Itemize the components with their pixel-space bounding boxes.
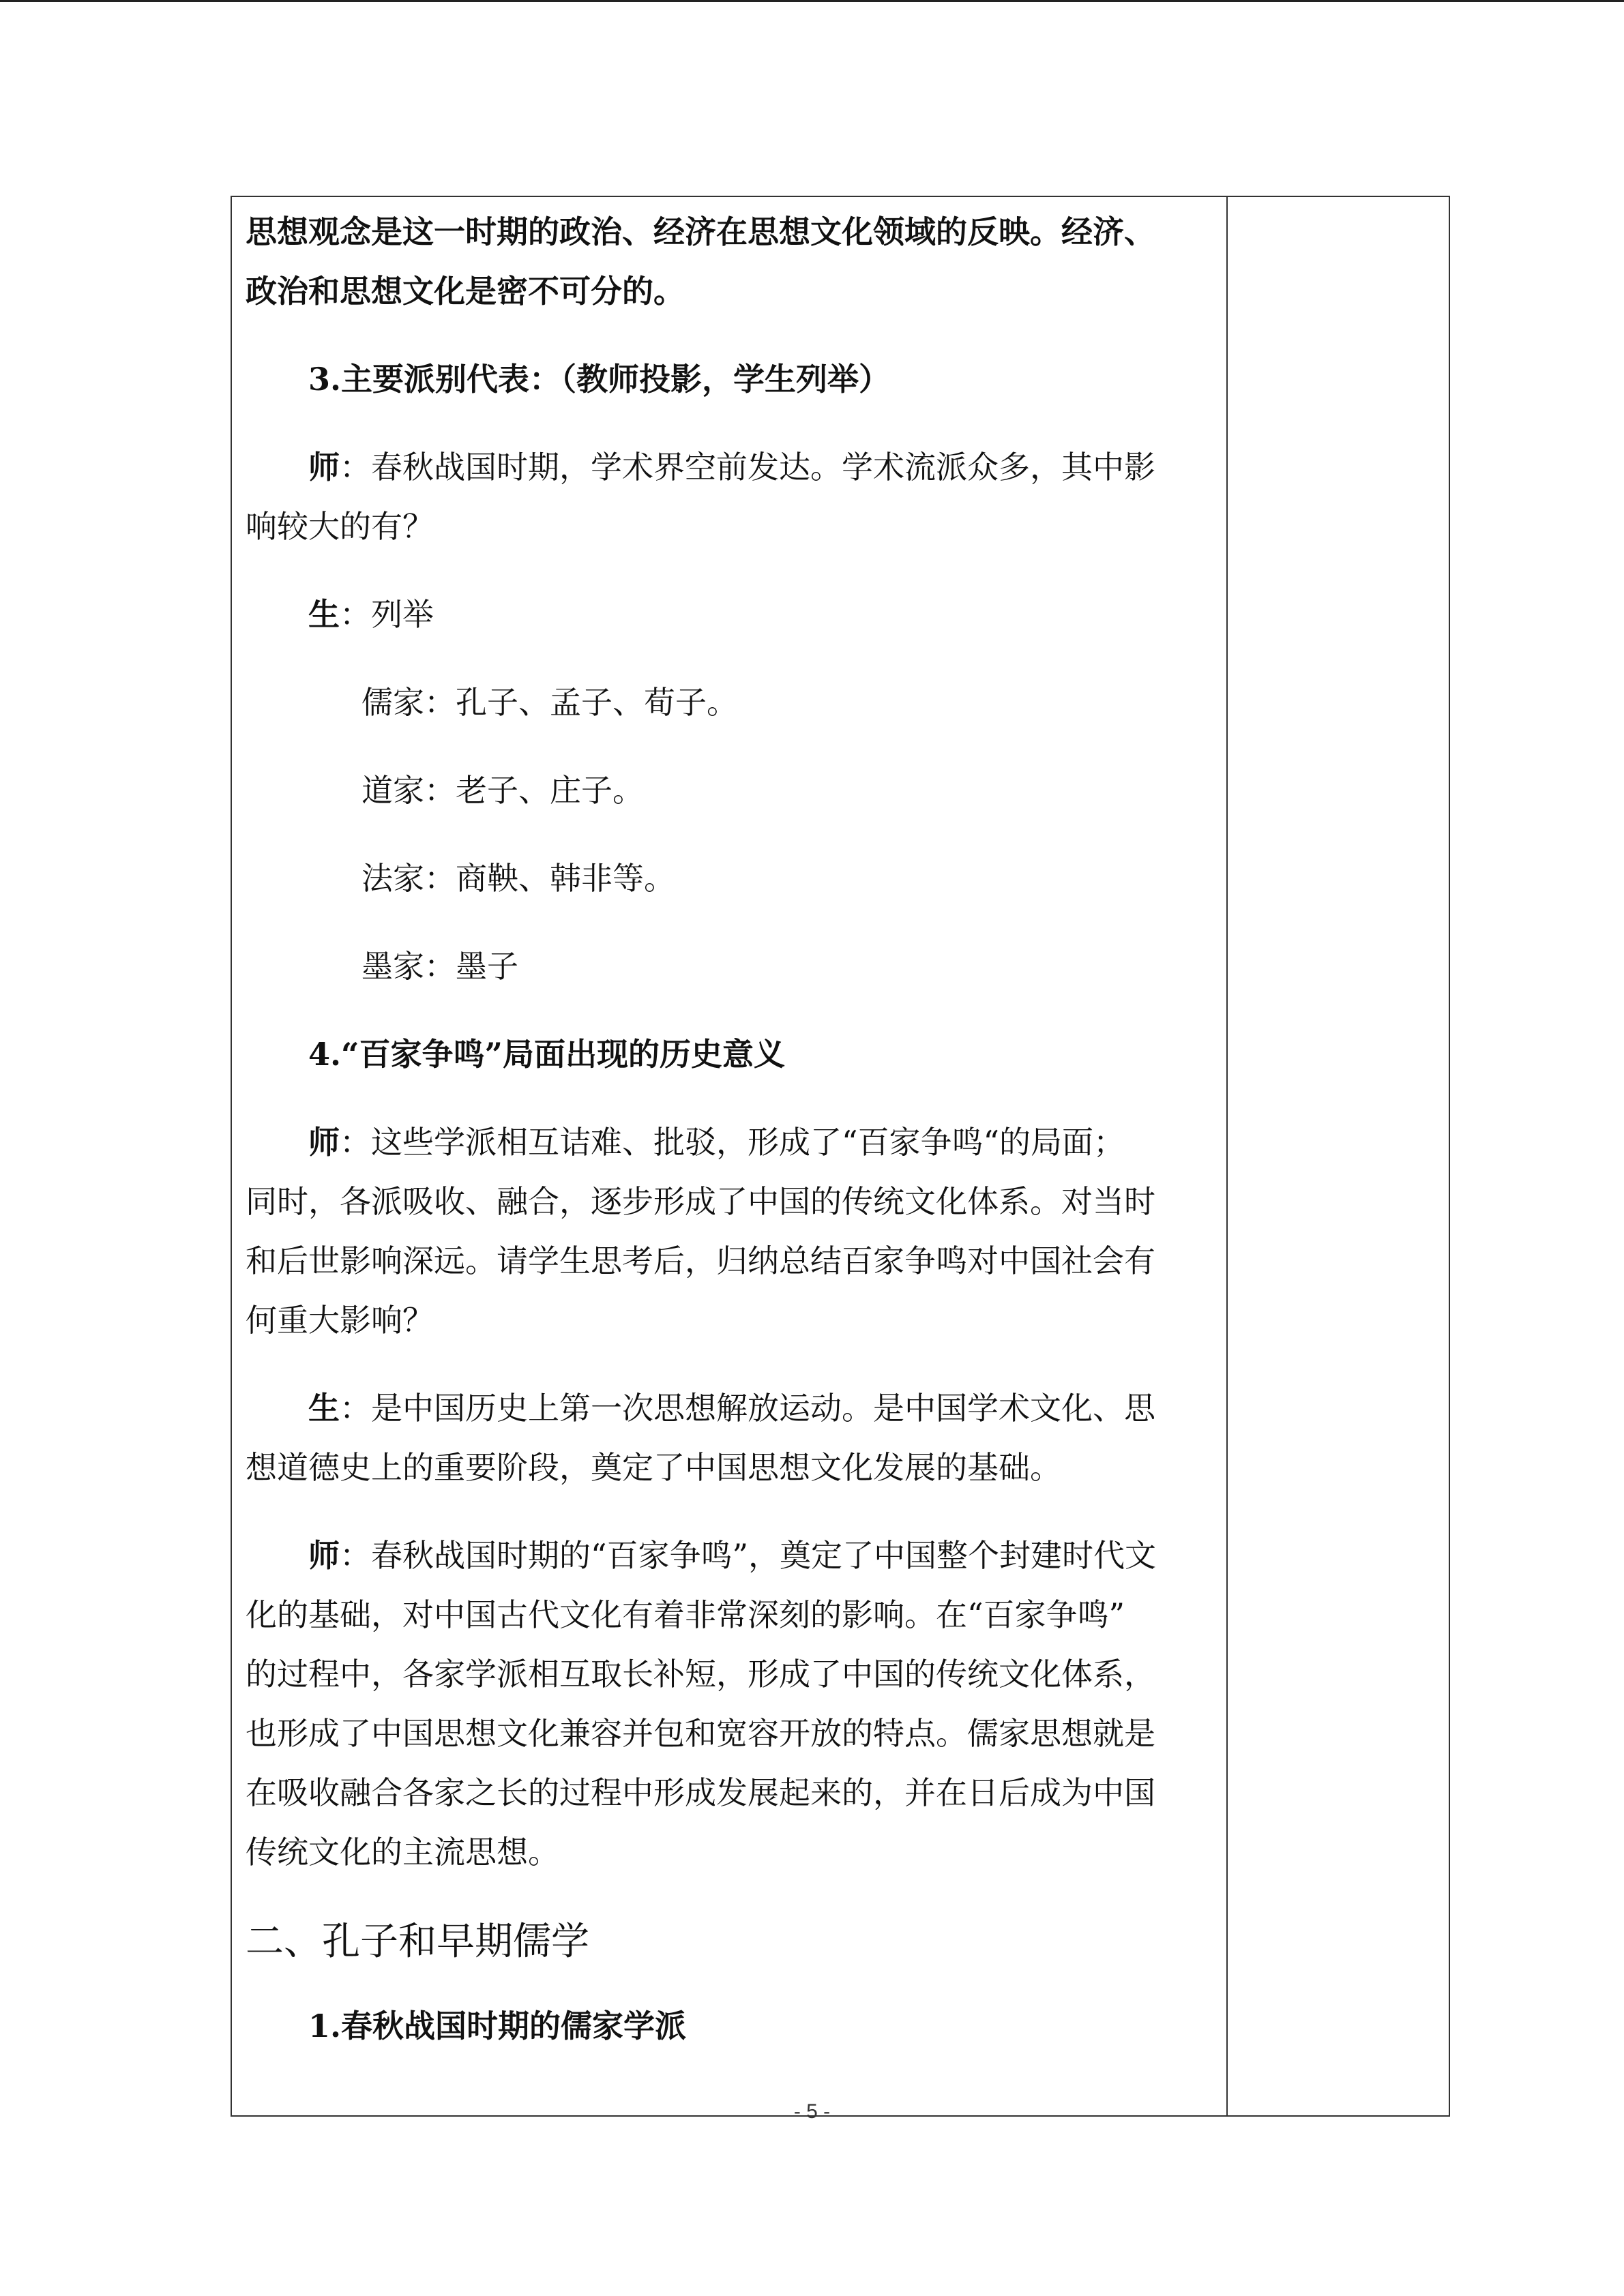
school-list-item: 道家：老子、庄子。 — [361, 772, 644, 809]
text-line: 化的基础，对中国古代文化有着非常深刻的影响。在“百家争鸣” — [246, 1596, 1125, 1633]
top-border-line — [0, 0, 1624, 2]
text-line: 在吸收融合各家之长的过程中形成发展起来的，并在日后成为中国 — [246, 1774, 1155, 1811]
speaker-label: 师 — [308, 1537, 340, 1574]
teacher-paragraph — [246, 438, 1214, 556]
text-line: 同时，各派吸收、融合，逐步形成了中国的传统文化体系。对当时 — [246, 1183, 1155, 1220]
table-column-divider — [1226, 196, 1228, 2117]
text-line: ：春秋战国时期，学术界空前发达。学术流派众多，其中影 — [340, 449, 1155, 486]
school-list-item: 墨家：墨子 — [361, 948, 518, 985]
text-line: 和后世影响深远。请学生思考后，归纳总结百家争鸣对中国社会有 — [246, 1242, 1155, 1279]
text-line: ：列举 — [340, 596, 434, 633]
text-line: ：这些学派相互诘难、批驳，形成了“百家争鸣“的局面； — [340, 1124, 1125, 1161]
lesson-content-cell — [246, 196, 1214, 2056]
text-line: 思想观念是这一时期的政治、经济在思想文化领域的反映。经济、 — [246, 213, 1155, 250]
section-heading-confucius: 二、孔子和早期儒学 — [246, 1920, 589, 1964]
paragraph-summary — [246, 203, 1214, 321]
text-line: 的过程中，各家学派相互取长补短，形成了中国的传统文化体系， — [246, 1656, 1155, 1693]
section-heading-4: 4.“百家争鸣”局面出现的历史意义 — [308, 1036, 785, 1073]
speaker-label: 生 — [308, 1390, 340, 1427]
speaker-label: 生 — [308, 596, 340, 633]
page-number: - 5 - — [793, 2100, 831, 2123]
text-line: 响较大的有？ — [246, 508, 434, 545]
school-list-item: 法家：商鞅、韩非等。 — [361, 860, 675, 897]
student-paragraph — [246, 585, 1214, 644]
school-list-item: 儒家：孔子、孟子、荀子。 — [361, 684, 738, 721]
text-line: 政治和思想文化是密不可分的。 — [246, 273, 685, 310]
text-line: 何重大影响？ — [246, 1302, 434, 1339]
student-paragraph — [246, 1379, 1214, 1497]
section-heading-1: 1.春秋战国时期的儒家学派 — [308, 2008, 687, 2044]
text-line: 也形成了中国思想文化兼容并包和宽容开放的特点。儒家思想就是 — [246, 1715, 1155, 1752]
teacher-paragraph — [246, 1113, 1214, 1350]
speaker-label: 师 — [308, 1124, 340, 1161]
speaker-label: 师 — [308, 449, 340, 486]
teacher-paragraph — [246, 1526, 1214, 1882]
text-line: ：春秋战国时期的“百家争鸣”，奠定了中国整个封建时代文 — [340, 1537, 1157, 1574]
text-line: ：是中国历史上第一次思想解放运动。是中国学术文化、思 — [340, 1390, 1155, 1427]
text-line: 传统文化的主流思想。 — [246, 1834, 559, 1870]
text-line: 想道德史上的重要阶段，奠定了中国思想文化发展的基础。 — [246, 1449, 1061, 1486]
section-heading-3: 3.主要派别代表：（教师投影，学生列举） — [308, 361, 891, 398]
